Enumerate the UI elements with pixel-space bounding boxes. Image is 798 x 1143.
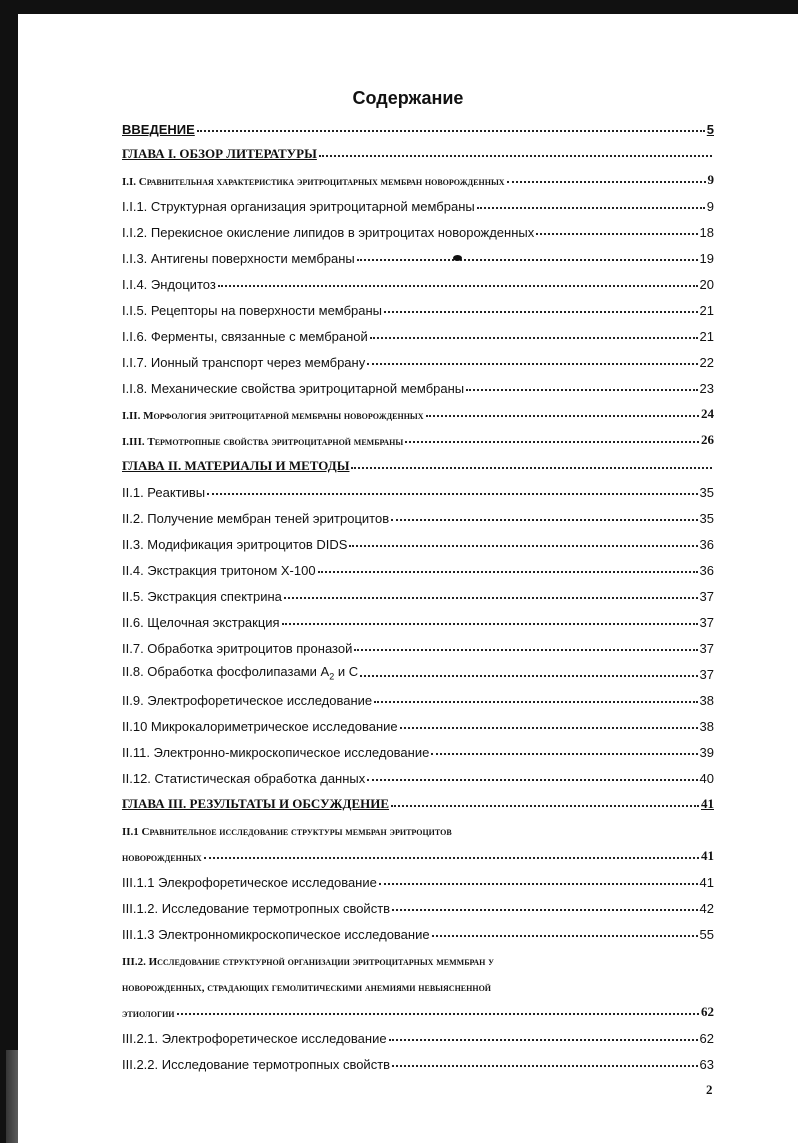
toc-section-line[interactable] bbox=[122, 972, 714, 994]
toc-label-main: II.8. Обработка фосфолипазами А bbox=[122, 664, 330, 680]
toc-entry[interactable] bbox=[122, 478, 714, 500]
toc-entry[interactable] bbox=[122, 894, 714, 916]
toc-entry-page: 23 bbox=[699, 381, 714, 396]
leader-dots bbox=[284, 597, 698, 599]
toc-entry-label-line1: III.2. Исследование структурной организации эритроцитарных меммбран у bbox=[122, 956, 494, 968]
leader-dots bbox=[357, 259, 698, 261]
toc-entry-label: II.12. Статистическая обработка данных bbox=[122, 771, 366, 786]
toc-entry-page: 42 bbox=[699, 901, 714, 916]
toc-entry-intro[interactable] bbox=[122, 115, 714, 137]
leader-dots bbox=[204, 857, 699, 859]
toc-entry[interactable] bbox=[122, 1024, 714, 1046]
toc-entry-label: этиологии bbox=[122, 1008, 175, 1020]
toc-entry-page: 38 bbox=[699, 693, 714, 708]
leader-dots bbox=[392, 1065, 697, 1067]
leader-dots bbox=[432, 935, 698, 937]
leader-dots bbox=[177, 1013, 699, 1015]
leader-dots bbox=[379, 883, 698, 885]
leader-dots bbox=[197, 130, 705, 132]
toc-entry-page: 22 bbox=[699, 355, 714, 370]
leader-dots bbox=[391, 805, 699, 807]
toc-entry[interactable] bbox=[122, 634, 714, 656]
ink-blot bbox=[453, 255, 462, 261]
toc-entry[interactable] bbox=[122, 868, 714, 890]
toc-entry-page: 36 bbox=[699, 563, 714, 578]
leader-dots bbox=[391, 519, 697, 521]
toc-entry-page: 62 bbox=[701, 1004, 714, 1019]
toc-entry-label: III.2.2. Исследование термотропных свойств bbox=[122, 1057, 391, 1072]
toc-entry-label: I.I.8. Механические свойства эритроцитарной мембраны bbox=[122, 381, 465, 396]
toc-entry[interactable] bbox=[122, 1050, 714, 1072]
toc-entry-label: III.1.3 Электронномикроскопическое исследование bbox=[122, 927, 430, 942]
scan-border-left bbox=[0, 0, 18, 1143]
toc-entry-page: 62 bbox=[699, 1031, 714, 1046]
toc-entry[interactable] bbox=[122, 218, 714, 240]
toc-entry-label: II.5. Экстракция спектрина bbox=[122, 589, 282, 604]
toc-entry-label: ГЛАВА III. РЕЗУЛЬТАТЫ И ОБСУЖДЕНИЕ bbox=[122, 796, 390, 811]
leader-dots bbox=[319, 155, 712, 157]
toc-entry-page: 37 bbox=[699, 589, 714, 604]
toc-entry-page: 38 bbox=[699, 719, 714, 734]
leader-dots bbox=[426, 415, 699, 417]
toc-entry-page: 41 bbox=[701, 848, 714, 863]
toc-entry[interactable] bbox=[122, 920, 714, 942]
leader-dots bbox=[207, 493, 697, 495]
leader-dots bbox=[400, 727, 698, 729]
document-page bbox=[18, 14, 798, 1143]
toc-entry-label: I.I.3. Антигены поверхности мембраны bbox=[122, 251, 355, 266]
toc-entry-label: I.I.5. Рецепторы на поверхности мембраны bbox=[122, 303, 383, 318]
page-number: 2 bbox=[706, 1082, 713, 1097]
toc-entry-page: 35 bbox=[699, 485, 714, 500]
toc-entry-page: 63 bbox=[699, 1057, 714, 1072]
toc-chapter-2[interactable] bbox=[122, 452, 714, 474]
toc-entry-page: 21 bbox=[699, 303, 714, 318]
toc-entry-label: II.4. Экстракция тритоном Х-100 bbox=[122, 563, 316, 578]
leader-dots bbox=[370, 337, 698, 339]
leader-dots bbox=[374, 701, 697, 703]
leader-dots bbox=[477, 207, 705, 209]
toc-entry-label: II.7. Обработка эритроцитов проназой bbox=[122, 641, 353, 656]
toc-entry[interactable] bbox=[122, 244, 714, 266]
toc-entry[interactable] bbox=[122, 686, 714, 708]
toc-entry[interactable] bbox=[122, 504, 714, 526]
toc-entry-label: III.1.1 Элекрофоретическое исследование bbox=[122, 875, 377, 890]
leader-dots bbox=[507, 181, 706, 183]
leader-dots bbox=[351, 467, 712, 469]
toc-entry-label: III.2.1. Электрофоретическое исследование bbox=[122, 1031, 387, 1046]
toc-entry-page: 41 bbox=[699, 875, 714, 890]
leader-dots bbox=[349, 545, 697, 547]
toc-entry-page: 55 bbox=[699, 927, 714, 942]
leader-dots bbox=[360, 675, 697, 677]
toc-chapter-3[interactable] bbox=[122, 790, 714, 812]
toc-entry-label: I.II. Морфология эритроцитарной мембраны новорожденных bbox=[122, 410, 424, 422]
leader-dots bbox=[354, 649, 697, 651]
toc-entry[interactable] bbox=[122, 556, 714, 578]
toc-entry-page: 19 bbox=[699, 251, 714, 266]
toc-entry-page: 5 bbox=[706, 122, 714, 137]
leader-dots bbox=[405, 441, 699, 443]
toc-entry-label: новорожденных bbox=[122, 852, 202, 864]
scan-border-top bbox=[10, 0, 798, 14]
leader-dots bbox=[367, 363, 697, 365]
leader-dots bbox=[218, 285, 698, 287]
toc-entry-label: II.9. Электрофоретическое исследование bbox=[122, 693, 373, 708]
toc-entry-label: II.2. Получение мембран теней эритроцитов bbox=[122, 511, 390, 526]
toc-entry-label: II.3. Модификация эритроцитов DIDS bbox=[122, 537, 348, 552]
toc-entry[interactable] bbox=[122, 374, 714, 396]
toc-entry-page: 9 bbox=[706, 199, 714, 214]
toc-entry-page: 40 bbox=[699, 771, 714, 786]
leader-dots bbox=[367, 779, 697, 781]
toc-section[interactable] bbox=[122, 400, 714, 422]
toc-entry-page: 21 bbox=[699, 329, 714, 344]
toc-entry-label: I.I.1. Структурная организация эритроцитарной мембраны bbox=[122, 199, 475, 214]
toc-section-line[interactable] bbox=[122, 816, 714, 838]
toc-entry-page: 26 bbox=[701, 432, 714, 447]
toc-entry[interactable] bbox=[122, 530, 714, 552]
toc-entry[interactable] bbox=[122, 712, 714, 734]
toc-entry[interactable] bbox=[122, 582, 714, 604]
toc-entry-page: 37 bbox=[699, 641, 714, 656]
toc-entry[interactable] bbox=[122, 270, 714, 292]
page-title: Содержание bbox=[352, 88, 464, 108]
toc-entry[interactable] bbox=[122, 296, 714, 318]
toc-entry-label: II.1. Реактивы bbox=[122, 485, 206, 500]
leader-dots bbox=[384, 311, 698, 313]
toc-entry-page: 24 bbox=[701, 406, 714, 421]
toc-entry-label: ГЛАВА I. ОБЗОР ЛИТЕРАТУРЫ bbox=[122, 146, 317, 161]
toc-entry[interactable] bbox=[122, 660, 714, 682]
leader-dots bbox=[392, 909, 697, 911]
toc-entry-label: I.I.6. Ферменты, связанные с мембраной bbox=[122, 329, 368, 344]
toc-entry-label: I.I.7. Ионный транспорт через мембрану bbox=[122, 355, 366, 370]
toc-entry-label: II.10 Микрокалориметрическое исследование bbox=[122, 719, 398, 734]
toc-entry[interactable] bbox=[122, 348, 714, 370]
toc-entry[interactable] bbox=[122, 608, 714, 630]
toc-entry[interactable] bbox=[122, 738, 714, 760]
toc-chapter-1[interactable] bbox=[122, 140, 714, 162]
leader-dots bbox=[466, 389, 697, 391]
toc-entry[interactable] bbox=[122, 764, 714, 786]
toc-entry[interactable] bbox=[122, 322, 714, 344]
toc-entry-label-line1: II.1 Сравнительное исследование структуры мембран эритроцитов bbox=[122, 826, 452, 838]
leader-dots bbox=[431, 753, 697, 755]
toc-entry-label: II.11. Электронно-микроскопическое исследование bbox=[122, 745, 430, 760]
toc-entry-page: 36 bbox=[699, 537, 714, 552]
toc-section[interactable] bbox=[122, 166, 714, 188]
toc-entry-page: 20 bbox=[699, 277, 714, 292]
toc-entry-label: II.6. Щелочная экстракция bbox=[122, 615, 280, 630]
toc-section[interactable] bbox=[122, 842, 714, 864]
toc-entry-label: ВВЕДЕНИЕ bbox=[122, 122, 195, 137]
toc-section[interactable] bbox=[122, 998, 714, 1020]
toc-entry-page: 18 bbox=[699, 225, 714, 240]
toc-label-subscript: 2 bbox=[329, 672, 335, 682]
toc-entry-page: 35 bbox=[699, 511, 714, 526]
toc-entry-label: I.III. Термотропные свойства эритроцитарной мембраны bbox=[122, 436, 404, 448]
leader-dots bbox=[318, 571, 698, 573]
toc-label-tail: и С bbox=[334, 664, 359, 680]
toc-entry-label: III.1.2. Исследование термотропных свойств bbox=[122, 901, 391, 916]
toc-entry-page: 37 bbox=[699, 667, 714, 682]
toc-section[interactable] bbox=[122, 426, 714, 448]
toc-entry-label: I.I.4. Эндоцитоз bbox=[122, 277, 216, 292]
toc-entry[interactable] bbox=[122, 192, 714, 214]
toc-entry-label: I.I.2. Перекисное окисление липидов в эритроцитах новорожденных bbox=[122, 225, 535, 240]
leader-dots bbox=[282, 623, 698, 625]
toc-entry-page: 37 bbox=[699, 615, 714, 630]
toc-entry-page: 39 bbox=[699, 745, 714, 760]
toc-entry-label bbox=[122, 664, 358, 682]
leader-dots bbox=[389, 1039, 698, 1041]
leader-dots bbox=[536, 233, 697, 235]
toc-entry-label-line2: новорожденных, страдающих гемолитическими анемиями невыясненной bbox=[122, 982, 492, 994]
toc-section-line[interactable] bbox=[122, 946, 714, 968]
toc-entry-page: 9 bbox=[707, 172, 714, 187]
toc-entry-page: 41 bbox=[701, 796, 714, 811]
toc-entry-label: I.I. Сравнительная характеристика эритроцитарных мембран новорожденных bbox=[122, 176, 505, 188]
toc-entry-label: ГЛАВА II. МАТЕРИАЛЫ И МЕТОДЫ bbox=[122, 458, 350, 473]
